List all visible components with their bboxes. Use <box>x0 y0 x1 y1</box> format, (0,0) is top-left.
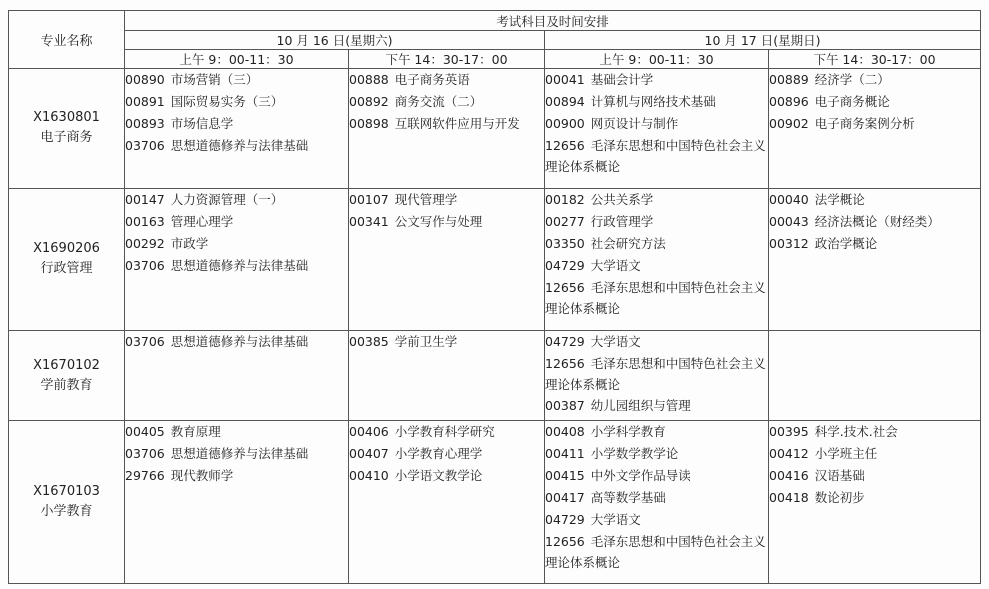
course-code: 00043 <box>769 213 809 229</box>
course-name: 法学概论 <box>814 191 865 207</box>
course-name: 网页设计与制作 <box>590 116 679 131</box>
schedule-title: 考试科目及时间安排 <box>125 11 981 31</box>
session-cell <box>349 420 545 583</box>
session-cell <box>769 188 981 330</box>
course-code: 29766 <box>125 467 165 483</box>
session-cell <box>545 69 769 189</box>
course-name: 计算机与网络技术基础 <box>590 94 716 109</box>
course-code: 00898 <box>349 116 389 131</box>
course-name: 小学数学教学论 <box>590 445 679 461</box>
course-item <box>545 353 768 395</box>
course-code: 00407 <box>349 445 389 461</box>
course-name: 幼儿园组织与管理 <box>590 398 691 414</box>
session-cell <box>769 420 981 583</box>
course-name: 高等数学基础 <box>590 489 666 505</box>
session-cell <box>349 331 545 421</box>
course-item <box>769 421 980 443</box>
course-code: 00408 <box>545 423 585 439</box>
course-name: 经济学（二） <box>814 72 890 87</box>
course-code: 04729 <box>545 334 585 350</box>
course-code: 00406 <box>349 423 389 439</box>
course-name: 电子商务概论 <box>814 94 890 109</box>
course-code: 00890 <box>125 72 165 87</box>
course-code: 00900 <box>545 116 585 131</box>
course-code: 00107 <box>349 191 389 207</box>
session-cell <box>125 331 349 421</box>
course-name: 大学语文 <box>590 334 641 350</box>
course-code: 04729 <box>545 257 585 273</box>
course-code: 03350 <box>545 235 585 251</box>
course-item <box>545 135 768 177</box>
course-item <box>125 233 348 255</box>
course-code: 12656 <box>545 356 585 372</box>
major-name: 行政管理 <box>40 261 93 277</box>
course-item <box>125 421 348 443</box>
course-item <box>349 91 544 113</box>
session-cell <box>125 420 349 583</box>
course-item <box>545 91 768 113</box>
course-code: 00417 <box>545 489 585 505</box>
course-item <box>545 531 768 573</box>
course-item <box>769 233 980 255</box>
course-item <box>349 331 544 353</box>
course-code: 00902 <box>769 116 809 131</box>
course-item <box>545 487 768 509</box>
course-name: 小学班主任 <box>814 445 878 461</box>
course-code: 00411 <box>545 445 585 461</box>
course-name: 思想道德修养与法律基础 <box>170 445 309 461</box>
course-name: 小学教育心理学 <box>394 445 483 461</box>
course-code: 00385 <box>349 334 389 350</box>
course-code: 00415 <box>545 467 585 483</box>
course-code: 00341 <box>349 213 389 229</box>
course-item <box>545 277 768 319</box>
major-code: X1670103 <box>33 483 100 499</box>
course-item <box>349 211 544 233</box>
course-code: 00292 <box>125 235 165 251</box>
course-item <box>769 443 980 465</box>
course-item <box>769 113 980 135</box>
day2-header: 10 月 17 日(星期日) <box>545 31 981 50</box>
major-row <box>9 420 981 583</box>
course-item <box>125 331 348 353</box>
course-item <box>349 189 544 211</box>
course-item <box>125 443 348 465</box>
course-item <box>545 189 768 211</box>
course-item <box>545 465 768 487</box>
session-cell <box>349 188 545 330</box>
course-code: 00893 <box>125 116 165 131</box>
course-name: 小学科学教育 <box>590 423 666 439</box>
course-code: 03706 <box>125 334 165 350</box>
course-name: 毛泽东思想和中国特色社会主义理论体系概论 <box>545 533 766 570</box>
course-item <box>545 443 768 465</box>
course-item <box>545 69 768 91</box>
major-row <box>9 69 981 189</box>
course-item <box>545 255 768 277</box>
major-row <box>9 188 981 330</box>
session-cell <box>125 188 349 330</box>
course-item <box>545 421 768 443</box>
course-name: 学前卫生学 <box>394 334 458 350</box>
course-code: 00163 <box>125 213 165 229</box>
course-name: 毛泽东思想和中国特色社会主义理论体系概论 <box>545 138 766 174</box>
course-code: 00888 <box>349 72 389 87</box>
exam-schedule-table <box>8 10 981 584</box>
course-code: 00041 <box>545 72 585 87</box>
course-name: 市场信息学 <box>170 116 234 131</box>
major-name: 电子商务 <box>40 130 93 146</box>
course-name: 政治学概论 <box>814 235 878 251</box>
major-row <box>9 331 981 421</box>
course-name: 现代管理学 <box>394 191 458 207</box>
course-code: 00277 <box>545 213 585 229</box>
major-name: 学前教育 <box>40 377 93 393</box>
course-code: 00889 <box>769 72 809 87</box>
session-cell <box>545 331 769 421</box>
day2-afternoon-header: 下午 14：30-17：00 <box>769 50 981 69</box>
course-item <box>349 465 544 487</box>
course-name: 互联网软件应用与开发 <box>394 116 520 131</box>
course-item <box>545 233 768 255</box>
day1-morning-header: 上午 9：00-11：30 <box>125 50 349 69</box>
course-item <box>769 91 980 113</box>
course-name: 大学语文 <box>590 257 641 273</box>
course-code: 04729 <box>545 511 585 527</box>
course-item <box>545 395 768 417</box>
course-name: 数论初步 <box>814 489 865 505</box>
course-code: 00894 <box>545 94 585 109</box>
course-item <box>125 91 348 113</box>
course-item <box>349 421 544 443</box>
course-name: 经济法概论（财经类） <box>814 213 940 229</box>
course-item <box>545 113 768 135</box>
course-name: 教育原理 <box>170 423 221 439</box>
course-code: 12656 <box>545 138 585 153</box>
course-name: 基础会计学 <box>590 72 654 87</box>
course-code: 00040 <box>769 191 809 207</box>
course-name: 公文写作与处理 <box>394 213 483 229</box>
course-code: 00387 <box>545 398 585 414</box>
major-cell <box>9 69 125 189</box>
session-cell <box>125 69 349 189</box>
course-code: 00312 <box>769 235 809 251</box>
course-name: 管理心理学 <box>170 213 234 229</box>
course-name: 思想道德修养与法律基础 <box>170 334 309 350</box>
course-item <box>125 255 348 277</box>
day2-morning-header: 上午 9：00-11：30 <box>545 50 769 69</box>
course-name: 电子商务英语 <box>394 72 470 87</box>
day1-afternoon-header: 下午 14：30-17：00 <box>349 50 545 69</box>
course-name: 国际贸易实务（三） <box>170 94 284 109</box>
course-name: 科学.技术.社会 <box>814 423 898 439</box>
course-name: 思想道德修养与法律基础 <box>170 257 309 273</box>
course-item <box>125 135 348 157</box>
course-item <box>545 331 768 353</box>
course-code: 00892 <box>349 94 389 109</box>
session-cell <box>545 420 769 583</box>
major-column-header: 专业名称 <box>9 11 125 69</box>
course-name: 思想道德修养与法律基础 <box>170 138 309 153</box>
course-name: 市场营销（三） <box>170 72 259 87</box>
day1-header: 10 月 16 日(星期六) <box>125 31 545 50</box>
course-code: 00147 <box>125 191 165 207</box>
major-cell <box>9 420 125 583</box>
major-cell <box>9 331 125 421</box>
session-cell <box>769 331 981 421</box>
course-code: 03706 <box>125 257 165 273</box>
course-item <box>125 465 348 487</box>
course-code: 00405 <box>125 423 165 439</box>
course-name: 小学语文教学论 <box>394 467 483 483</box>
course-name: 现代教师学 <box>170 467 234 483</box>
major-code: X1630801 <box>33 110 100 126</box>
course-code: 00412 <box>769 445 809 461</box>
course-name: 毛泽东思想和中国特色社会主义理论体系概论 <box>545 279 766 316</box>
session-cell <box>349 69 545 189</box>
course-item <box>125 113 348 135</box>
course-name: 社会研究方法 <box>590 235 666 251</box>
course-item <box>769 211 980 233</box>
course-name: 人力资源管理（一） <box>170 191 284 207</box>
course-code: 00416 <box>769 467 809 483</box>
course-name: 毛泽东思想和中国特色社会主义理论体系概论 <box>545 356 766 393</box>
schedule-body <box>9 69 981 584</box>
course-item <box>349 443 544 465</box>
course-item <box>769 189 980 211</box>
course-code: 03706 <box>125 138 165 153</box>
course-name: 中外文学作品导读 <box>590 467 691 483</box>
course-item <box>769 487 980 509</box>
course-name: 电子商务案例分析 <box>814 116 915 131</box>
course-name: 商务交流（二） <box>394 94 483 109</box>
course-name: 市政学 <box>170 235 209 251</box>
major-code: X1690206 <box>33 241 100 257</box>
major-cell <box>9 188 125 330</box>
course-code: 00182 <box>545 191 585 207</box>
course-item <box>125 189 348 211</box>
course-code: 03706 <box>125 445 165 461</box>
course-code: 00891 <box>125 94 165 109</box>
course-code: 00896 <box>769 94 809 109</box>
course-item <box>349 113 544 135</box>
course-name: 大学语文 <box>590 511 641 527</box>
course-name: 公共关系学 <box>590 191 654 207</box>
course-name: 行政管理学 <box>590 213 654 229</box>
course-code: 00410 <box>349 467 389 483</box>
course-code: 12656 <box>545 279 585 295</box>
course-item <box>125 69 348 91</box>
course-item <box>545 509 768 531</box>
course-code: 00418 <box>769 489 809 505</box>
session-cell <box>769 69 981 189</box>
session-cell <box>545 188 769 330</box>
course-code: 00395 <box>769 423 809 439</box>
course-item <box>769 69 980 91</box>
course-code: 12656 <box>545 533 585 549</box>
course-item <box>769 465 980 487</box>
course-name: 汉语基础 <box>814 467 865 483</box>
major-name: 小学教育 <box>40 503 93 519</box>
course-item <box>125 211 348 233</box>
major-code: X1670102 <box>33 357 100 373</box>
course-item <box>349 69 544 91</box>
course-item <box>545 211 768 233</box>
course-name: 小学教育科学研究 <box>394 423 495 439</box>
